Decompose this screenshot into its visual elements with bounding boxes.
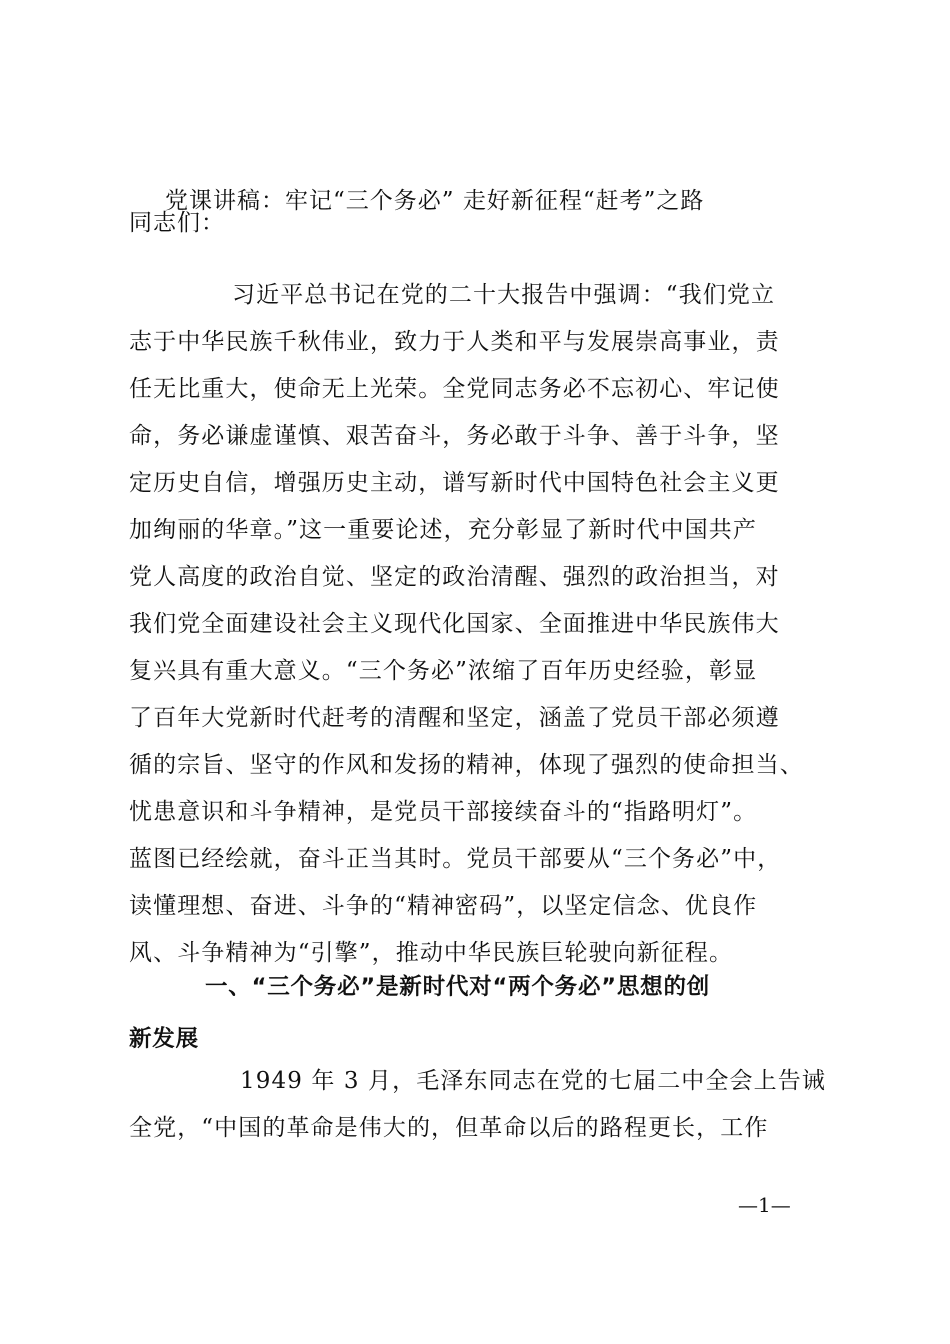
paragraph-1 [129,272,849,977]
greeting: 同志们： [129,210,225,236]
paragraph-line: 了百年大党新时代赶考的清醒和坚定，涵盖了党员干部必须遵 [129,705,780,731]
paragraph-line: 1949 年 3 月，毛泽东同志在党的七届二中全会上告诫 [240,1068,826,1094]
paragraph-line: 复兴具有重大意义。“三个务必”浓缩了百年历史经验，彰显 [129,658,758,684]
section-heading-1 [129,961,849,1065]
paragraph-line: 忧患意识和斗争精神，是党员干部接续奋斗的“指路明灯”。 [129,799,758,825]
paragraph-line: 加绚丽的华章。”这一重要论述，充分彰显了新时代中国共产 [129,517,757,543]
paragraph-line: 蓝图已经绘就，奋斗正当其时。党员干部要从“三个务必”中， [129,846,782,872]
paragraph-line: 定历史自信，增强历史主动，谱写新时代中国特色社会主义更 [129,470,780,496]
paragraph-line: 党人高度的政治自觉、坚定的政治清醒、强烈的政治担当，对 [129,564,780,590]
paragraph-2 [129,1058,849,1152]
paragraph-line: 全党，“中国的革命是伟大的，但革命以后的路程更长，工作 [129,1115,769,1141]
paragraph-line: 循的宗旨、坚守的作风和发扬的精神，体现了强烈的使命担当、 [129,752,804,778]
paragraph-line: 读懂理想、奋进、斗争的“精神密码”，以坚定信念、优良作 [129,893,758,919]
paragraph-line: 命，务必谦虚谨慎、艰苦奋斗，务必敢于斗争、善于斗争，坚 [129,423,780,449]
heading-line: 一、“三个务必”是新时代对“两个务必”思想的创 [205,974,711,1000]
document-title: 党课讲稿：牢记“三个务必” 走好新征程“赶考”之路 [165,188,705,214]
paragraph-line: 风、斗争精神为“引擎”，推动中华民族巨轮驶向新征程。 [129,940,734,966]
paragraph-line: 我们党全面建设社会主义现代化国家、全面推进中华民族伟大 [129,611,780,637]
page-number: —1— [738,1193,791,1217]
paragraph-line: 习近平总书记在党的二十大报告中强调：“我们党立 [232,282,776,308]
paragraph-line: 志于中华民族千秋伟业，致力于人类和平与发展崇高事业，责 [129,329,780,355]
heading-line: 新发展 [129,1026,199,1052]
paragraph-line: 任无比重大，使命无上光荣。全党同志务必不忘初心、牢记使 [129,376,780,402]
